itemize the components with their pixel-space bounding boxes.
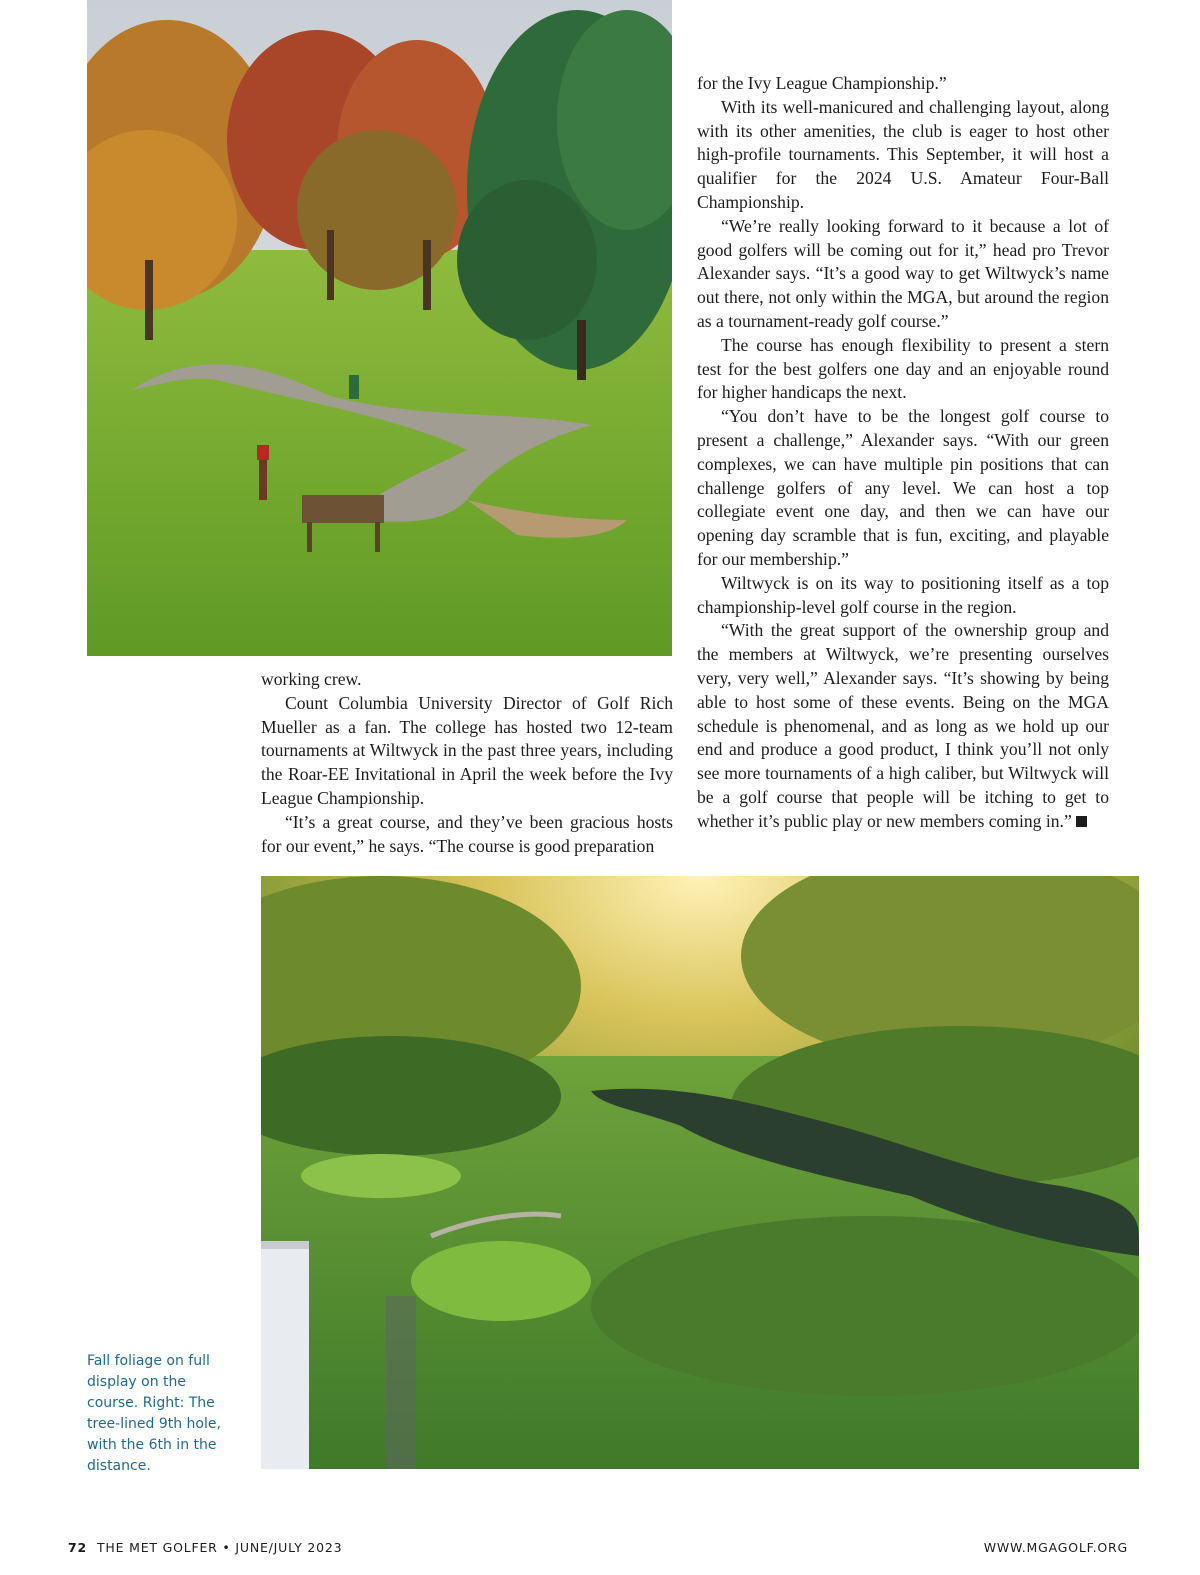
aerial-course-photo: [261, 876, 1139, 1469]
article-column-right: [697, 72, 1109, 834]
paragraph: “We’re really looking forward to it because a lot of good golfers will be coming out for it,” head pro Trevor Alexander says. “It’s a good way to get Wiltwyck’s name out there, not only within the MGA, but around the region as a tournament-ready golf course.”: [697, 215, 1109, 331]
end-mark-icon: [1076, 816, 1087, 827]
paragraph: “You don’t have to be the longest golf course to present a challenge,” Alexander says. “With our green complexes, we can have multiple pin positions that can challenge golfers of any level. We can host a top collegiate event one day, and then we can have our opening day scramble that is fun, exciting, and playable for our membership.”: [697, 406, 1109, 569]
paragraph: The course has enough flexibility to present a stern test for the best golfers one day and an enjoyable round for higher handicaps the next.: [697, 334, 1109, 403]
paragraph: Count Columbia University Director of Golf Rich Mueller as a fan. The college has hosted two 12-team tournaments at Wiltwyck in the past three years, including the Roar-EE Invitational in April the week before the Ivy League Championship.: [261, 692, 673, 808]
photo-caption: Fall foliage on full display on the course. Right: The tree-lined 9th hole, with the 6th in the distance.: [87, 1353, 221, 1474]
footer-left: [68, 1540, 342, 1555]
page-number: 72: [68, 1540, 87, 1555]
paragraph-last: [697, 619, 1109, 833]
paragraph: working crew.: [261, 669, 362, 689]
website-url: WWW.MGAGOLF.ORG: [983, 1540, 1128, 1555]
paragraph-text: “With the great support of the ownership group and the members at Wiltwyck, we’re presenting ourselves very, very well,” Alexander says. “It’s showing by being able to host some of these events. Being on the MGA schedule is phenomenal, and as long as we hold up our end and produce a good product, I think you’ll not only see more tournaments of a high caliber, but Wiltwyck will be a golf course that people will be itching to get to whether it’s public play or new members coming in.”: [697, 620, 1109, 831]
paragraph: With its well-manicured and challenging layout, along with its other amenities, the club is eager to host other high-profile tournaments. This September, it will host a qualifier for the 2024 U.S. Amateur Four-Ball Championship.: [697, 96, 1109, 212]
article-column-left: [261, 668, 673, 858]
publication-line: THE MET GOLFER • JUNE/JULY 2023: [97, 1540, 343, 1555]
fall-foliage-photo: [87, 0, 672, 656]
paragraph: “It’s a great course, and they’ve been gracious hosts for our event,” he says. “The course is good preparation: [261, 811, 673, 856]
paragraph: for the Ivy League Championship.”: [697, 73, 947, 93]
paragraph: Wiltwyck is on its way to positioning itself as a top championship-level golf course in the region.: [697, 572, 1109, 617]
